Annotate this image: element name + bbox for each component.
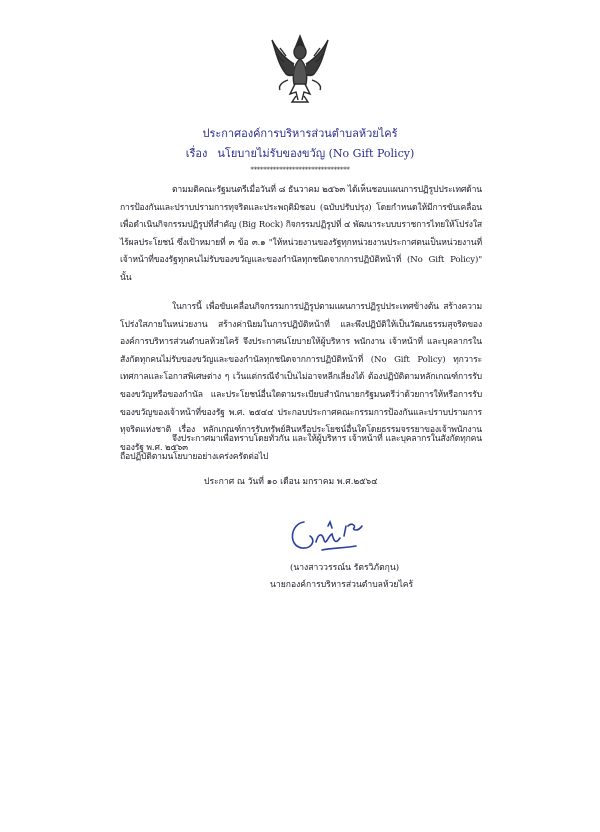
signer-name: (นางสาววรรณ์น รัตรวิภัตกุน) [290,563,400,573]
announcement-subject [0,144,600,162]
handwritten-signature [282,512,374,556]
subject-label: เรื่อง [185,147,208,160]
body-paragraph-1: ตามมติคณะรัฐมนตรีเมื่อวันที่ ๘ ธันวาคม ๒๕๖๓ ได้เห็นชอบแผนการปฏิรูปประเทศด้านการป้องกันและปราบปรามการทุจริตและประพฤติมิชอบ (ฉบับปรับปรุง) โดยกำหนดให้มีการขับเคลื่อนเพื่อดำเนินกิจกรรมปฏิรูปที่สำคัญ (Big Rock) กิจกรรมปฏิรูปที่ ๔ พัฒนาระบบบราชการไทยให้โปร่งใส ไร้ผลประโยชน์ ซึ่งเป้าหมายที่ ๓ ข้อ ๓.๑ "ให้หน่วยงานของรัฐทุกหน่วยงานประกาศตนเป็นหน่วยงานที่เจ้าหน้าที่ของรัฐทุกคนไม่รับของขวัญและของกำนัลทุกชนิดจากการปฏิบัติหน้าที่ (No Gift Policy)" นั้น [120,185,482,283]
announcement-date: ประกาศ ณ วันที่ ๑๐ เดือน มกราคม พ.ศ.๒๕๖๔ [204,477,378,487]
separator-line: ******************************* [250,166,350,174]
signer-position: นายกองค์การบริหารส่วนตำบลห้วยไคร้ [270,580,414,590]
body-paragraph-3: จึงประกาศมาเพื่อทราบโดยทั่วกัน และให้ผู้บริหาร เจ้าหน้าที่ และบุคลากรในสังกัดทุกคนถือปฏิบัติตามนโยบายอย่างเคร่งครัดต่อไป [120,434,482,462]
announcement-title: ประกาศองค์การบริหารส่วนตำบลห้วยไคร้ [202,127,398,140]
body-paragraph-2: ในการนี้ เพื่อขับเคลื่อนกิจกรรมการปฏิรูปตามแผนการปฏิรูปประเทศข้างต้น สร้างความโปร่งใสภายในหน่วยงาน สร้างค่านิยมในการปฏิบัติหน้าที่ และพึงปฏิบัติให้เป็นวัฒนธรรมสุจริตขององค์การบริหารส่วนตำบลห้วยไคร้ จึงประกาศนโยบายให้ผู้บริหาร พนักงาน เจ้าหน้าที่ และบุคลากรในสังกัดทุกคนไม่รับของขวัญและของกำนัลทุกชนิดจากการปฏิบัติหน้าที่ (No Gift Policy) ทุกวาระเทศกาลและโอกาสพิเศษต่าง ๆ เว้นแต่กรณีจำเป็นไม่อาจหลีกเลี่ยงได้ ต้องปฏิบัติตามหลักเกณฑ์การรับของขวัญหรือของกำนัล และประโยชน์อื่นใดตามระเบียบสำนักนายกรัฐมนตรีว่าด้วยการให้หรือการรับของขวัญของเจ้าหน้าที่ของรัฐ พ.ศ. ๒๕๔๔ ประกอบประกาศคณะกรรมการป้องกันและปราบปรามการทุจริตแห่งชาติ เรื่อง หลักเกณฑ์การรับทรัพย์สินหรือประโยชน์อื่นใดโดยธรรมจรรยาของเจ้าพนักงานของรัฐ พ.ศ. ๒๕๖๓ [120,302,482,453]
garuda-emblem-icon [268,34,332,104]
subject-text: นโยบายไม่รับของขวัญ (No Gift Policy) [217,147,415,160]
